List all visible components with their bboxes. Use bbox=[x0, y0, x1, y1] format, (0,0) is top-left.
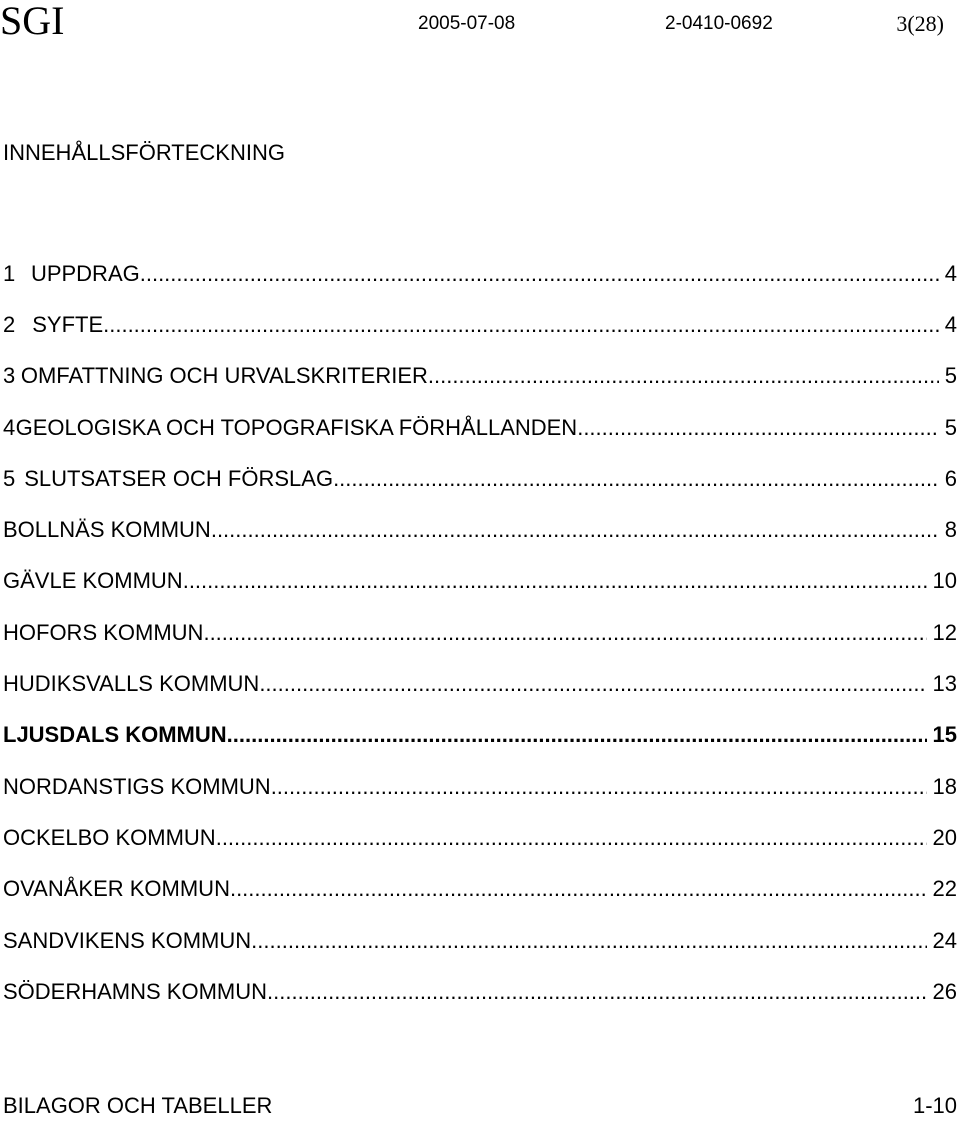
dot-leader bbox=[428, 363, 939, 389]
document-date: 2005-07-08 bbox=[418, 13, 516, 34]
toc-entry-page: 22 bbox=[932, 876, 957, 902]
toc-entry-page: 18 bbox=[932, 773, 957, 799]
toc-entry-label: SLUTSATSER OCH FÖRSLAG bbox=[24, 465, 334, 491]
toc-entry-number: 5 bbox=[3, 465, 16, 491]
dot-leader bbox=[216, 825, 927, 851]
toc-entry-bollnas[interactable] bbox=[0, 504, 960, 555]
appendix-label: BILAGOR OCH TABELLER bbox=[3, 1093, 273, 1118]
toc-entry-ljusdals[interactable] bbox=[0, 710, 960, 761]
toc-entry-label: HOFORS KOMMUN bbox=[3, 619, 204, 645]
toc-entry-label: SYFTE bbox=[32, 311, 104, 337]
sgi-logo: SGI bbox=[0, 0, 65, 43]
dot-leader bbox=[251, 928, 926, 954]
toc-entry-geologiska[interactable] bbox=[0, 402, 960, 453]
toc-entry-page: 15 bbox=[932, 722, 957, 748]
dot-leader bbox=[259, 671, 926, 697]
toc-entry-slutsatser[interactable] bbox=[0, 453, 960, 504]
toc-entry-soderhamns[interactable] bbox=[0, 966, 960, 1017]
dot-leader bbox=[230, 876, 927, 902]
dot-leader bbox=[267, 979, 927, 1005]
appendix-page: 1-10 bbox=[912, 1093, 957, 1118]
toc-entry-hofors[interactable] bbox=[0, 607, 960, 658]
toc-entry-label: SANDVIKENS KOMMUN bbox=[3, 927, 252, 953]
toc-entry-ovanaker[interactable] bbox=[0, 864, 960, 915]
dot-leader bbox=[203, 620, 926, 646]
dot-leader bbox=[271, 774, 927, 800]
appendix-entry[interactable] bbox=[0, 1090, 960, 1122]
toc-entry-sandvikens[interactable] bbox=[0, 915, 960, 966]
toc-entry-label: OVANÅKER KOMMUN bbox=[3, 876, 230, 902]
table-of-contents bbox=[0, 248, 960, 1017]
toc-entry-page: 20 bbox=[932, 824, 957, 850]
toc-entry-nordanstigs[interactable] bbox=[0, 761, 960, 812]
dot-leader bbox=[577, 415, 939, 441]
dot-leader bbox=[103, 312, 939, 338]
toc-entry-label: OCKELBO KOMMUN bbox=[3, 824, 216, 850]
toc-entry-page: 26 bbox=[932, 978, 957, 1004]
dot-leader bbox=[211, 517, 939, 543]
toc-entry-label: NORDANSTIGS KOMMUN bbox=[3, 773, 271, 799]
toc-title: INNEHÅLLSFÖRTECKNING bbox=[3, 140, 285, 165]
toc-entry-label: LJUSDALS KOMMUN bbox=[3, 722, 227, 748]
toc-entry-syfte[interactable] bbox=[0, 299, 960, 350]
page-number: 3(28) bbox=[896, 11, 944, 36]
toc-entry-number: 3 bbox=[3, 363, 16, 389]
toc-entry-label: GÄVLE KOMMUN bbox=[3, 568, 183, 594]
toc-entry-ockelbo[interactable] bbox=[0, 812, 960, 863]
toc-entry-page: 24 bbox=[932, 927, 957, 953]
toc-entry-omfattning[interactable] bbox=[0, 351, 960, 402]
toc-entry-gavle[interactable] bbox=[0, 556, 960, 607]
toc-entry-page: 13 bbox=[932, 671, 957, 697]
page-header bbox=[0, 0, 960, 48]
dot-leader bbox=[333, 466, 939, 492]
toc-entry-label: SÖDERHAMNS KOMMUN bbox=[3, 978, 268, 1004]
toc-entry-label: GEOLOGISKA OCH TOPOGRAFISKA FÖRHÅLLANDEN bbox=[15, 414, 578, 440]
toc-entry-page: 10 bbox=[932, 568, 957, 594]
toc-entry-page: 4 bbox=[944, 311, 957, 337]
toc-entry-label: HUDIKSVALLS KOMMUN bbox=[3, 671, 260, 697]
dot-leader bbox=[227, 722, 927, 748]
dot-leader bbox=[140, 261, 939, 287]
toc-entry-number: 4 bbox=[3, 414, 16, 440]
document-number: 2-0410-0692 bbox=[665, 13, 773, 34]
toc-entry-label: OMFATTNING OCH URVALSKRITERIER bbox=[20, 363, 428, 389]
toc-entry-page: 8 bbox=[944, 517, 957, 543]
dot-leader bbox=[183, 568, 927, 594]
toc-entry-page: 5 bbox=[944, 363, 957, 389]
toc-entry-page: 4 bbox=[944, 260, 957, 286]
toc-entry-page: 5 bbox=[944, 414, 957, 440]
toc-entry-label: UPPDRAG bbox=[30, 260, 140, 286]
toc-entry-page: 12 bbox=[932, 619, 957, 645]
toc-entry-label: BOLLNÄS KOMMUN bbox=[3, 517, 211, 543]
toc-entry-page: 6 bbox=[944, 465, 957, 491]
toc-entry-uppdrag[interactable] bbox=[0, 248, 960, 299]
toc-entry-hudiksvalls[interactable] bbox=[0, 658, 960, 709]
toc-entry-number: 2 bbox=[3, 311, 16, 337]
toc-entry-number: 1 bbox=[3, 260, 16, 286]
